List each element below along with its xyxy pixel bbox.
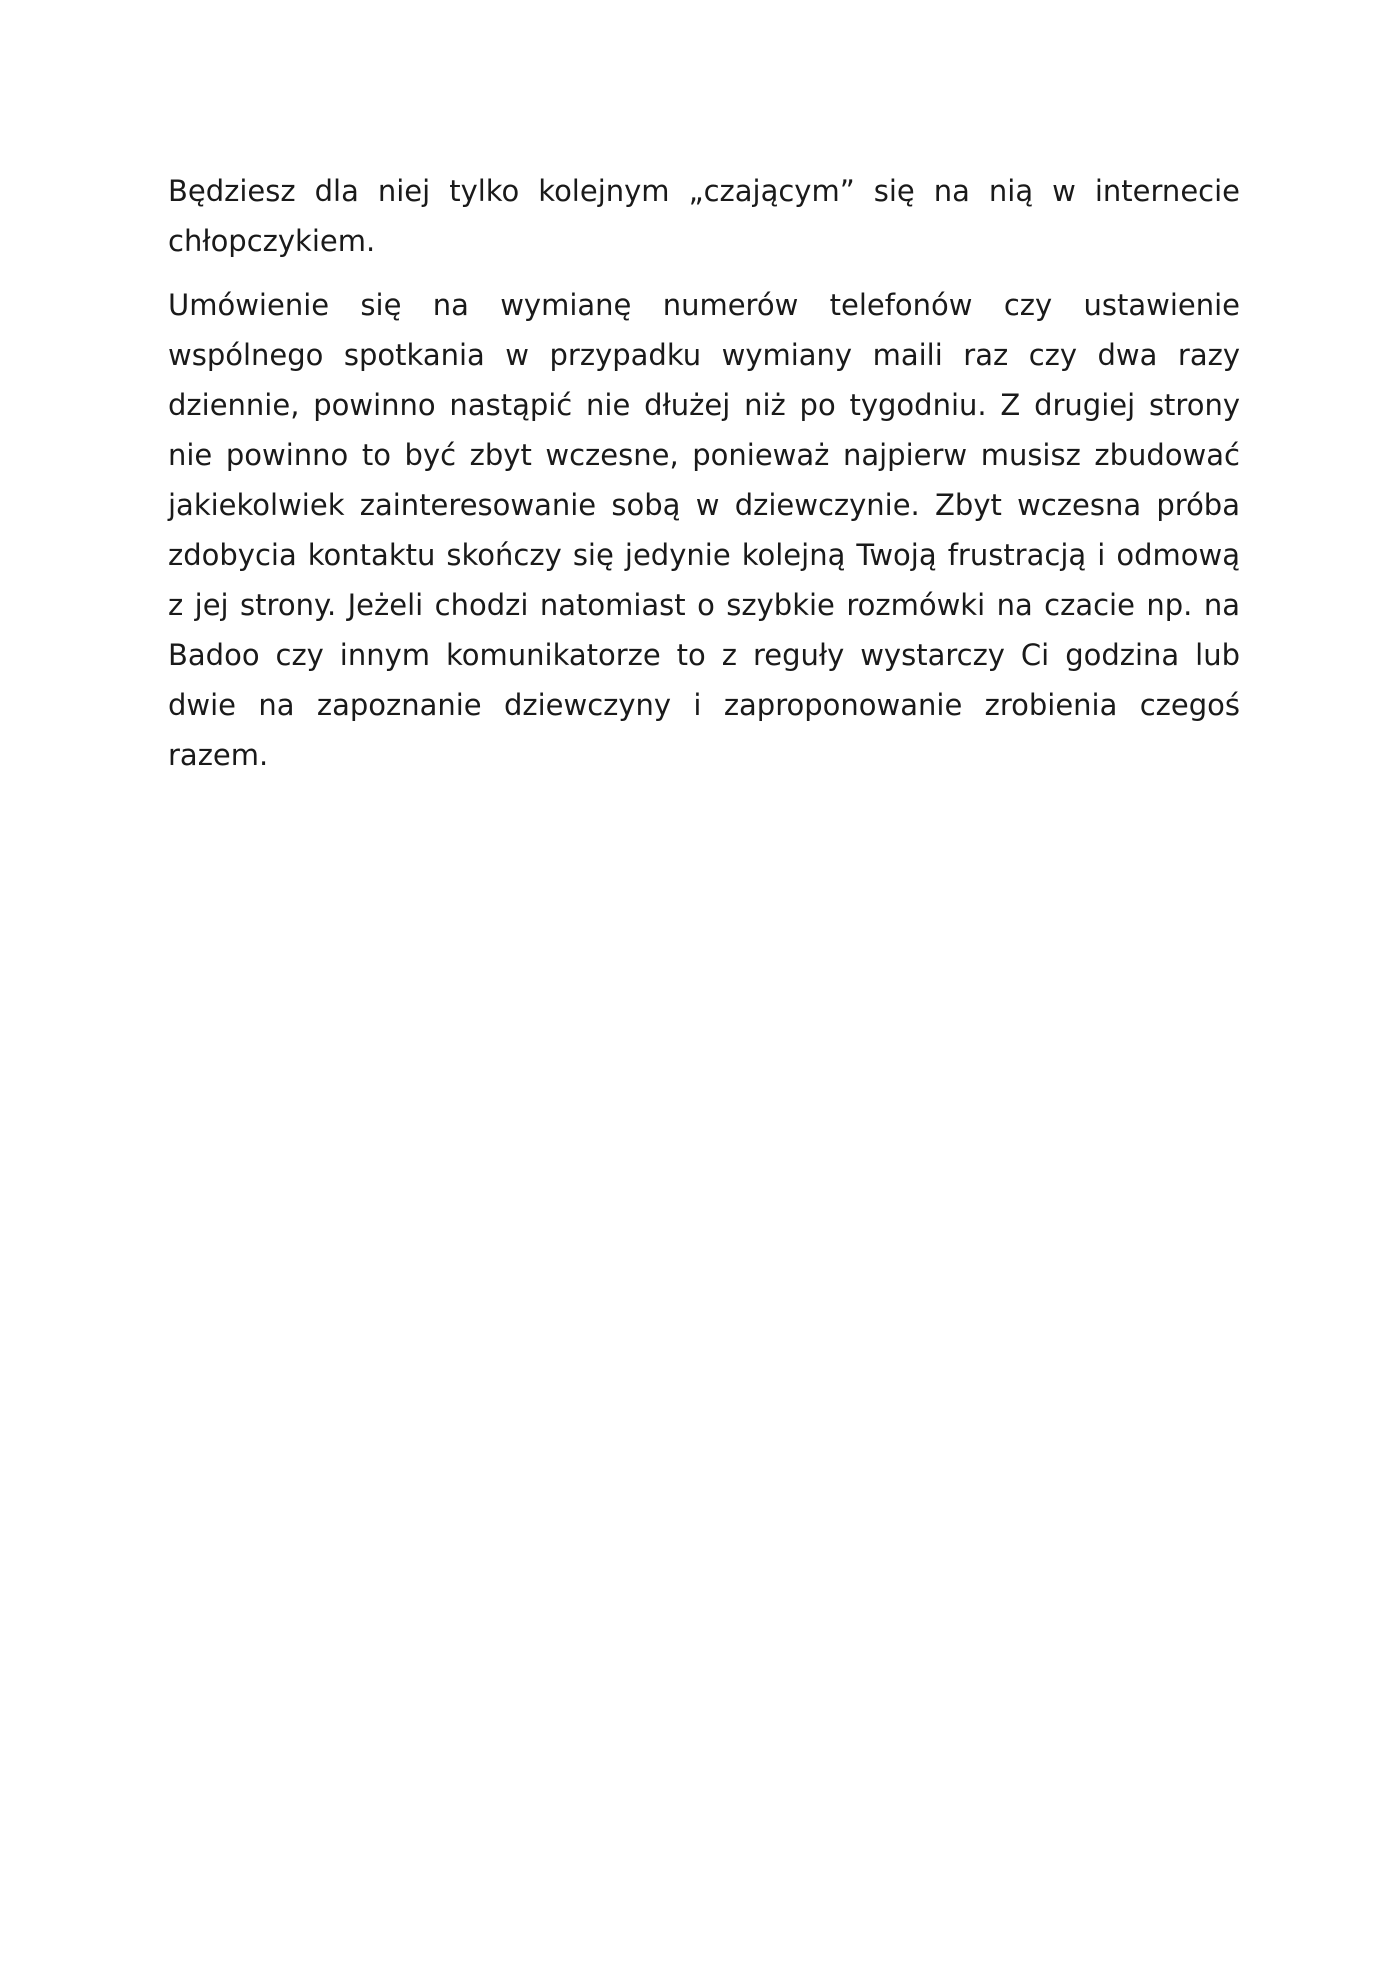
paragraph-1: Będziesz dla niej tylko kolejnym „czającym” się na nią w internecie chłopczykiem. bbox=[168, 174, 1240, 258]
paragraph-2: Umówienie się na wymianę numerów telefonów czy ustawienie wspólnego spotkania w przypadku wymiany maili raz czy dwa razy dziennie, powinno nastąpić nie dłużej niż po tygodniu. Z drugiej strony nie powinno to być zbyt wczesne, ponieważ najpierw musisz zbudować jakiekolwiek zainteresowanie sobą w dziewczynie. Zbyt wczesna próba zdobycia kontaktu skończy się jedynie kolejną Twoją frustracją i odmową z jej strony. Jeżeli chodzi natomiast o szybkie rozmówki na czacie np. na Badoo czy innym komunikatorze to z reguły wystarczy Ci godzina lub dwie na zapoznanie dziewczyny i zaproponowanie zrobienia czegoś razem. bbox=[168, 288, 1240, 772]
document-body bbox=[168, 166, 1240, 794]
